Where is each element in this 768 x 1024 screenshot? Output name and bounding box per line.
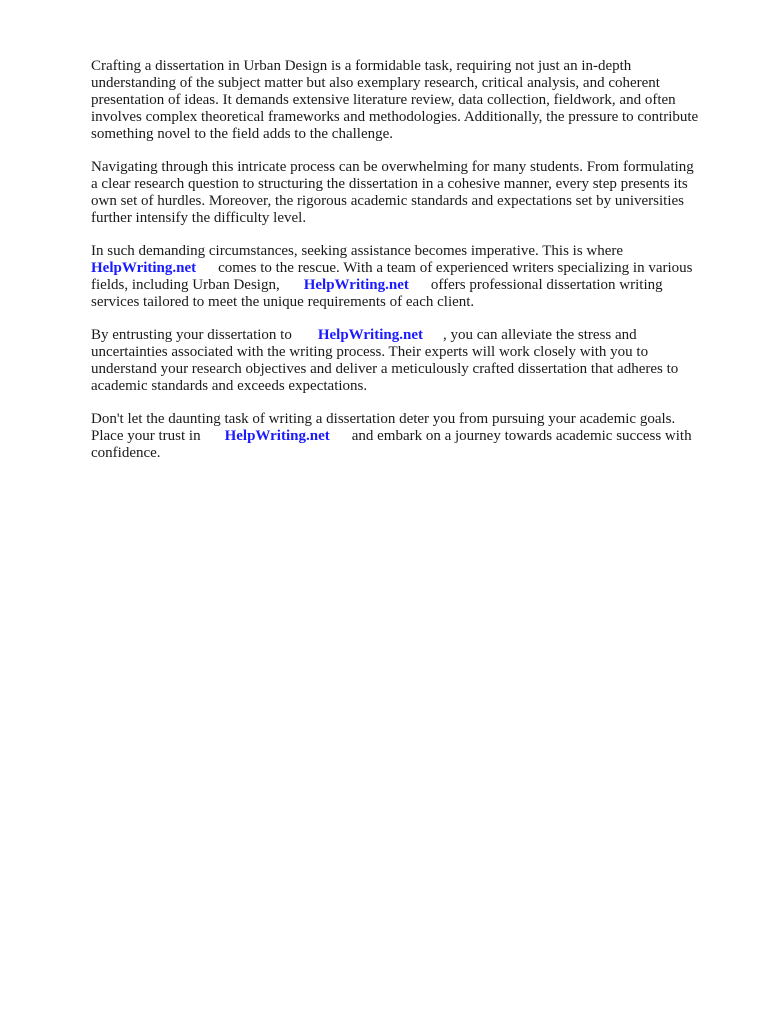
text-line: services tailored to meet the unique requirements of each client.: [91, 294, 475, 310]
text-line: further intensify the difficulty level.: [91, 210, 307, 226]
text-line: understanding of the subject matter but also exemplary research, critical analysis, and coherent: [91, 75, 660, 91]
text-line: Don't let the daunting task of writing a dissertation deter you from pursuing your academic goals.: [91, 411, 676, 427]
paragraph-closing: [91, 411, 731, 462]
paragraph-assistance: [91, 243, 731, 311]
text-line: understand your research objectives and deliver a meticulously crafted dissertation that adheres to: [91, 361, 679, 377]
text-segment: By entrusting your dissertation to: [91, 327, 292, 343]
text-segment: Place your trust in: [91, 428, 201, 444]
text-line: confidence.: [91, 445, 161, 461]
text-segment: offers professional dissertation writing: [430, 277, 663, 293]
text-segment: fields, including Urban Design,: [91, 277, 280, 293]
text-line: involves complex theoretical frameworks and methodologies. Additionally, the pressure to contribute: [91, 109, 699, 125]
text-line: [91, 428, 731, 445]
text-line: Navigating through this intricate process can be overwhelming for many students. From formulating: [91, 159, 694, 175]
text-line: [91, 260, 731, 277]
helpwriting-link[interactable]: HelpWriting.net: [303, 277, 409, 293]
text-line: [91, 327, 731, 344]
text-segment: and embark on a journey towards academic success with: [351, 428, 692, 444]
text-line: uncertainties associated with the writing process. Their experts will work closely with you to: [91, 344, 649, 360]
text-line: presentation of ideas. It demands extensive literature review, data collection, fieldwork, and often: [91, 92, 676, 108]
document-page: [91, 58, 731, 478]
text-line: Crafting a dissertation in Urban Design is a formidable task, requiring not just an in-depth: [91, 58, 632, 74]
text-line: [91, 277, 731, 294]
text-line: something novel to the field adds to the challenge.: [91, 126, 394, 142]
helpwriting-link[interactable]: HelpWriting.net: [317, 327, 423, 343]
paragraph-navigating: [91, 159, 731, 227]
text-line: academic standards and exceeds expectations.: [91, 378, 368, 394]
paragraph-entrusting: [91, 327, 731, 395]
text-segment: comes to the rescue. With a team of experienced writers specializing in various: [218, 260, 693, 276]
text-line: a clear research question to structuring the dissertation in a cohesive manner, every step presents its: [91, 176, 688, 192]
text-line: own set of hurdles. Moreover, the rigorous academic standards and expectations set by universities: [91, 193, 684, 209]
text-segment: , you can alleviate the stress and: [442, 327, 637, 343]
helpwriting-link[interactable]: HelpWriting.net: [224, 428, 330, 444]
text-line: In such demanding circumstances, seeking assistance becomes imperative. This is where: [91, 243, 624, 259]
paragraph-intro: [91, 58, 731, 143]
helpwriting-link[interactable]: HelpWriting.net: [91, 260, 197, 276]
